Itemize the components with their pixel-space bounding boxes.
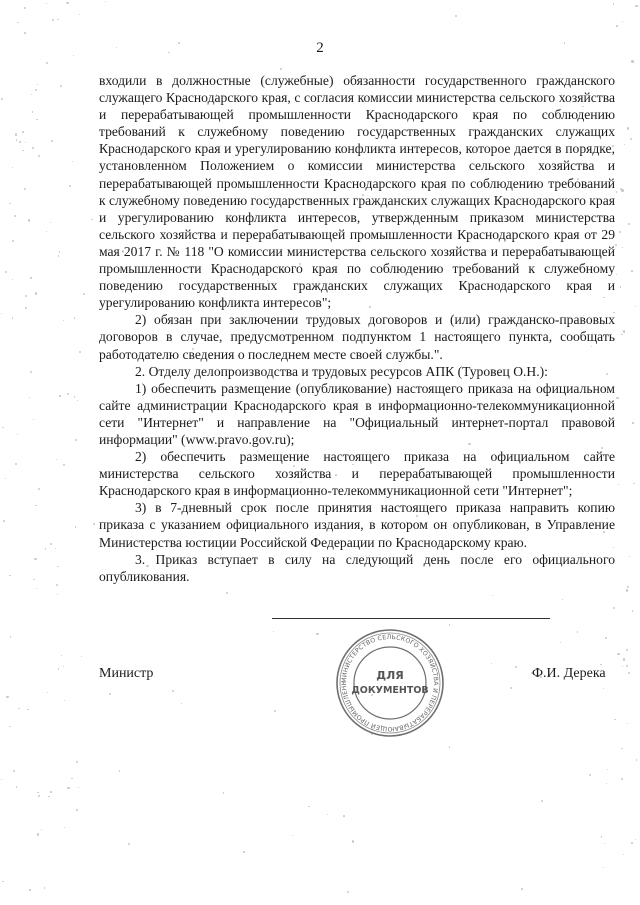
scan-speck: [616, 274, 618, 276]
paragraph-subitem-2: 2) обеспечить размещение настоящего приказа на официальном сайте министерства сельского хозяйства и перерабатывающей промышленности Краснодарского края в информационно-телекоммуникационной сети "Интернет";: [99, 449, 615, 499]
scan-speck: [616, 191, 617, 192]
scan-speck: [35, 292, 37, 294]
scan-speck: [45, 548, 47, 550]
scan-speck: [57, 594, 58, 595]
scan-speck: [172, 690, 174, 692]
page-number: 2: [316, 40, 324, 56]
scan-speck: [17, 22, 19, 24]
scan-speck: [636, 759, 638, 761]
scan-speck: [352, 840, 354, 842]
scan-speck: [9, 203, 11, 205]
scan-speck: [622, 247, 623, 248]
scan-speck: [273, 631, 274, 632]
scan-speck: [577, 631, 578, 632]
scan-speck: [621, 334, 622, 335]
scan-speck: [627, 723, 628, 724]
scan-speck: [75, 439, 77, 441]
scan-speck: [24, 188, 26, 190]
scan-speck: [76, 761, 78, 763]
scan-speck: [1, 313, 2, 314]
scan-speck: [38, 795, 40, 797]
paragraph-continuation: входили в должностные (служебные) обязанности государственного гражданского служащего Краснодарского края, с согласия комиссии министерства сельского хозяйства и перерабатывающей промышленности Краснодарского края по соблюдению требований к служебному поведению государственных гражданских служащих Краснодарского края и урегулированию конфликта интересов, которое дается в порядке, установленном Положением о комиссии министерства сельского хозяйства и перерабатывающей промышленности Краснодарского края по соблюдению требований к служебному поведению государственных гражданских служащих Краснодарского края и урегулированию конфликта интересов, утвержденным приказом министерства сельского хозяйства и перерабатывающей промышленности Краснодарского края от 29 мая 2017 г. № 118 "О комиссии министерства сельского хозяйства и перерабатывающей промышленности Краснодарского края по соблюдению требований к служебному поведению государственных гражданских служащих Краснодарского края и урегулированию конфликта интересов";: [99, 73, 615, 311]
scan-speck: [589, 774, 591, 776]
scan-speck: [18, 708, 20, 710]
scan-speck: [29, 397, 30, 398]
scan-speck: [91, 219, 92, 220]
scan-speck: [316, 633, 318, 635]
scan-speck: [58, 255, 59, 256]
scan-speck: [105, 1, 106, 2]
paragraph-subitem-1: 1) обеспечить размещение (опубликование) настоящего приказа на официальном сайте администрации Краснодарского края в информационно-телекоммуникационной сети "Интернет" и направление на "Официальный интернет-портал правовой информации" (www.pravo.gov.ru);: [99, 380, 615, 447]
scan-speck: [46, 3, 47, 4]
scan-speck: [9, 575, 10, 576]
scan-speck: [1, 98, 3, 100]
scan-speck: [33, 579, 34, 580]
scan-speck: [24, 32, 26, 34]
scan-speck: [631, 60, 633, 62]
scan-speck: [607, 769, 608, 770]
scan-speck: [35, 505, 37, 507]
scan-speck: [24, 7, 26, 9]
scan-speck: [618, 484, 619, 485]
scan-speck: [521, 888, 523, 890]
scan-speck: [449, 746, 450, 747]
scan-speck: [616, 25, 618, 27]
scan-speck: [347, 891, 349, 893]
scan-speck: [38, 155, 40, 157]
scan-speck: [626, 665, 628, 667]
scan-speck: [621, 778, 623, 780]
scan-speck: [2, 881, 3, 882]
scan-speck: [30, 277, 32, 279]
scan-speck: [78, 787, 79, 788]
scan-speck: [61, 655, 62, 656]
scan-speck: [50, 543, 52, 545]
scan-speck: [627, 586, 629, 588]
scan-speck: [33, 419, 34, 420]
scan-speck: [601, 836, 602, 837]
scan-speck: [633, 483, 635, 485]
scan-speck: [562, 599, 563, 600]
scan-speck: [72, 161, 74, 163]
scan-speck: [635, 839, 636, 840]
scan-speck: [627, 127, 629, 129]
scan-speck: [28, 219, 30, 221]
scan-speck: [55, 548, 56, 549]
signature-name: Ф.И. Дерека: [532, 666, 606, 681]
scan-speck: [83, 293, 85, 295]
scan-speck: [47, 692, 48, 693]
scan-speck: [32, 111, 33, 112]
scan-speck: [51, 140, 53, 142]
scan-speck: [75, 526, 77, 528]
scan-speck: [22, 150, 24, 152]
scan-speck: [5, 271, 7, 273]
paragraph-section-2: 2. Отделу делопроизводства и трудовых ресурсов АПК (Туровец О.Н.):: [135, 363, 548, 379]
scan-speck: [46, 62, 48, 64]
scan-speck: [67, 393, 69, 395]
scan-speck: [64, 827, 65, 828]
signature-position: Министр: [99, 666, 154, 681]
scan-speck: [2, 427, 4, 429]
scan-speck: [280, 68, 282, 70]
scan-speck: [46, 231, 47, 232]
scan-speck: [10, 636, 11, 637]
scan-speck: [12, 279, 13, 280]
scan-speck: [616, 397, 618, 399]
scan-speck: [29, 889, 31, 891]
stamp-seal-icon: [334, 627, 446, 739]
signature-line: [272, 618, 550, 619]
scan-speck: [36, 588, 37, 589]
scan-speck: [37, 84, 38, 85]
scan-speck: [77, 400, 78, 401]
scan-speck: [327, 814, 328, 815]
scan-speck: [22, 131, 24, 133]
scan-speck: [128, 843, 130, 845]
scan-speck: [632, 610, 634, 612]
scan-speck: [74, 396, 76, 398]
scan-speck: [109, 693, 111, 695]
scan-speck: [57, 566, 59, 568]
scan-speck: [15, 463, 17, 465]
scan-speck: [635, 306, 636, 307]
scan-speck: [12, 240, 14, 242]
scan-speck: [64, 700, 65, 701]
scan-speck: [37, 833, 39, 835]
scan-speck: [624, 144, 625, 145]
scan-speck: [635, 5, 637, 7]
scan-speck: [614, 719, 615, 720]
scan-speck: [79, 351, 81, 353]
scan-speck: [63, 666, 64, 667]
scan-speck: [626, 649, 628, 651]
scan-speck: [620, 286, 622, 288]
scan-speck: [16, 786, 17, 787]
scan-speck: [604, 843, 605, 844]
scan-speck: [25, 142, 26, 143]
scan-speck: [223, 792, 224, 793]
scan-speck: [52, 19, 54, 21]
scan-speck: [74, 317, 76, 319]
scan-speck: [69, 185, 71, 187]
scan-speck: [56, 459, 57, 460]
scan-speck: [50, 222, 51, 223]
scan-speck: [17, 434, 18, 435]
scan-speck: [36, 119, 38, 121]
scan-speck: [1, 779, 2, 780]
stamp-line-1: ДЛЯ: [376, 669, 404, 682]
scan-speck: [14, 215, 16, 217]
paragraph-section-3: 3. Приказ вступает в силу на следующий день после его официального опубликования.: [99, 551, 615, 584]
scan-speck: [35, 89, 37, 91]
scan-speck: [613, 607, 615, 609]
scan-speck: [631, 270, 633, 272]
scan-speck: [600, 664, 602, 666]
scan-speck: [67, 787, 69, 789]
scan-speck: [308, 806, 310, 808]
scan-speck: [31, 94, 32, 95]
scan-speck: [48, 796, 50, 798]
stamp-line-2: ДОКУМЕНТОВ: [351, 685, 429, 696]
scan-speck: [38, 488, 40, 490]
scan-speck: [60, 85, 62, 87]
scan-speck: [455, 15, 457, 17]
scan-speck: [71, 778, 72, 779]
scan-speck: [41, 829, 43, 831]
scan-speck: [32, 147, 34, 149]
scan-speck: [5, 478, 6, 479]
scan-speck: [56, 584, 58, 586]
scan-speck: [617, 653, 619, 655]
scan-speck: [16, 139, 18, 141]
paragraph-item-2: 2) обязан при заключении трудовых договоров и (или) гражданско-правовых договоров в случае, предусмотренном подпунктом 1 настоящего пункта, сообщать работодателю сведения о последнем месте своей службы.".: [99, 312, 615, 362]
scan-speck: [628, 672, 630, 674]
scan-speck: [630, 138, 632, 140]
official-stamp: [334, 627, 446, 739]
scan-speck: [619, 231, 621, 233]
scan-speck: [243, 851, 245, 853]
scan-speck: [27, 709, 28, 710]
scan-speck: [603, 688, 604, 689]
scan-speck: [623, 658, 625, 660]
scan-speck: [66, 2, 68, 4]
scan-speck: [622, 666, 624, 668]
stamp-ring-text: МИНИСТЕРСТВО СЕЛЬСКОГО ХОЗЯЙСТВА И ПЕРЕРАБАТЫВАЮЩЕЙ ПРОМЫШЛЕНН: [340, 633, 440, 733]
scan-speck: [613, 3, 615, 5]
scan-speck: [50, 791, 52, 793]
scan-speck: [19, 141, 21, 143]
scan-speck: [181, 703, 182, 704]
scan-speck: [632, 422, 633, 423]
scan-speck: [621, 748, 622, 749]
scan-speck: [343, 815, 345, 817]
scan-speck: [623, 854, 625, 856]
scan-speck: [15, 133, 17, 135]
scan-speck: [76, 809, 78, 811]
scan-speck: [63, 320, 64, 321]
scan-speck: [9, 726, 11, 728]
scan-speck: [57, 19, 58, 20]
scan-speck: [13, 770, 15, 772]
scan-speck: [226, 592, 228, 594]
scan-speck: [37, 792, 38, 793]
scan-speck: [606, 783, 607, 784]
scan-speck: [626, 589, 628, 591]
scan-speck: [629, 556, 630, 557]
scan-speck: [44, 887, 45, 888]
scan-speck: [560, 642, 561, 643]
scan-speck: [603, 867, 604, 868]
scan-speck: [59, 395, 60, 396]
scan-speck: [34, 558, 36, 560]
scan-speck: [510, 687, 512, 689]
scan-speck: [449, 624, 450, 625]
scan-speck: [30, 371, 32, 373]
scan-speck: [12, 317, 13, 318]
scan-speck: [622, 21, 623, 22]
scan-speck: [63, 464, 65, 466]
scan-speck: [515, 666, 517, 668]
scan-speck: [12, 167, 13, 168]
scan-speck: [605, 637, 607, 639]
scan-speck: [25, 307, 27, 309]
scan-speck: [631, 842, 633, 844]
scan-speck: [492, 595, 493, 596]
scan-speck: [3, 520, 5, 522]
scan-speck: [292, 835, 293, 836]
scan-speck: [274, 710, 276, 712]
scan-speck: [119, 770, 121, 772]
scan-speck: [81, 656, 82, 657]
document-body: [99, 72, 615, 585]
scan-speck: [615, 244, 617, 246]
scan-speck: [6, 696, 8, 698]
scan-speck: [25, 295, 27, 297]
scan-speck: [491, 663, 492, 664]
scan-speck: [628, 223, 630, 225]
scan-speck: [79, 14, 80, 15]
scan-speck: [541, 800, 543, 802]
scan-speck: [58, 668, 59, 669]
scan-speck: [93, 523, 95, 525]
paragraph-subitem-3: 3) в 7-дневный срок после принятия настоящего приказа направить копию приказа с указанием официального издания, в котором он опубликован, в Управление Министерства юстиции Российской Федерации по Краснодарскому краю.: [99, 500, 615, 550]
scan-speck: [623, 330, 625, 332]
scan-speck: [59, 251, 61, 253]
